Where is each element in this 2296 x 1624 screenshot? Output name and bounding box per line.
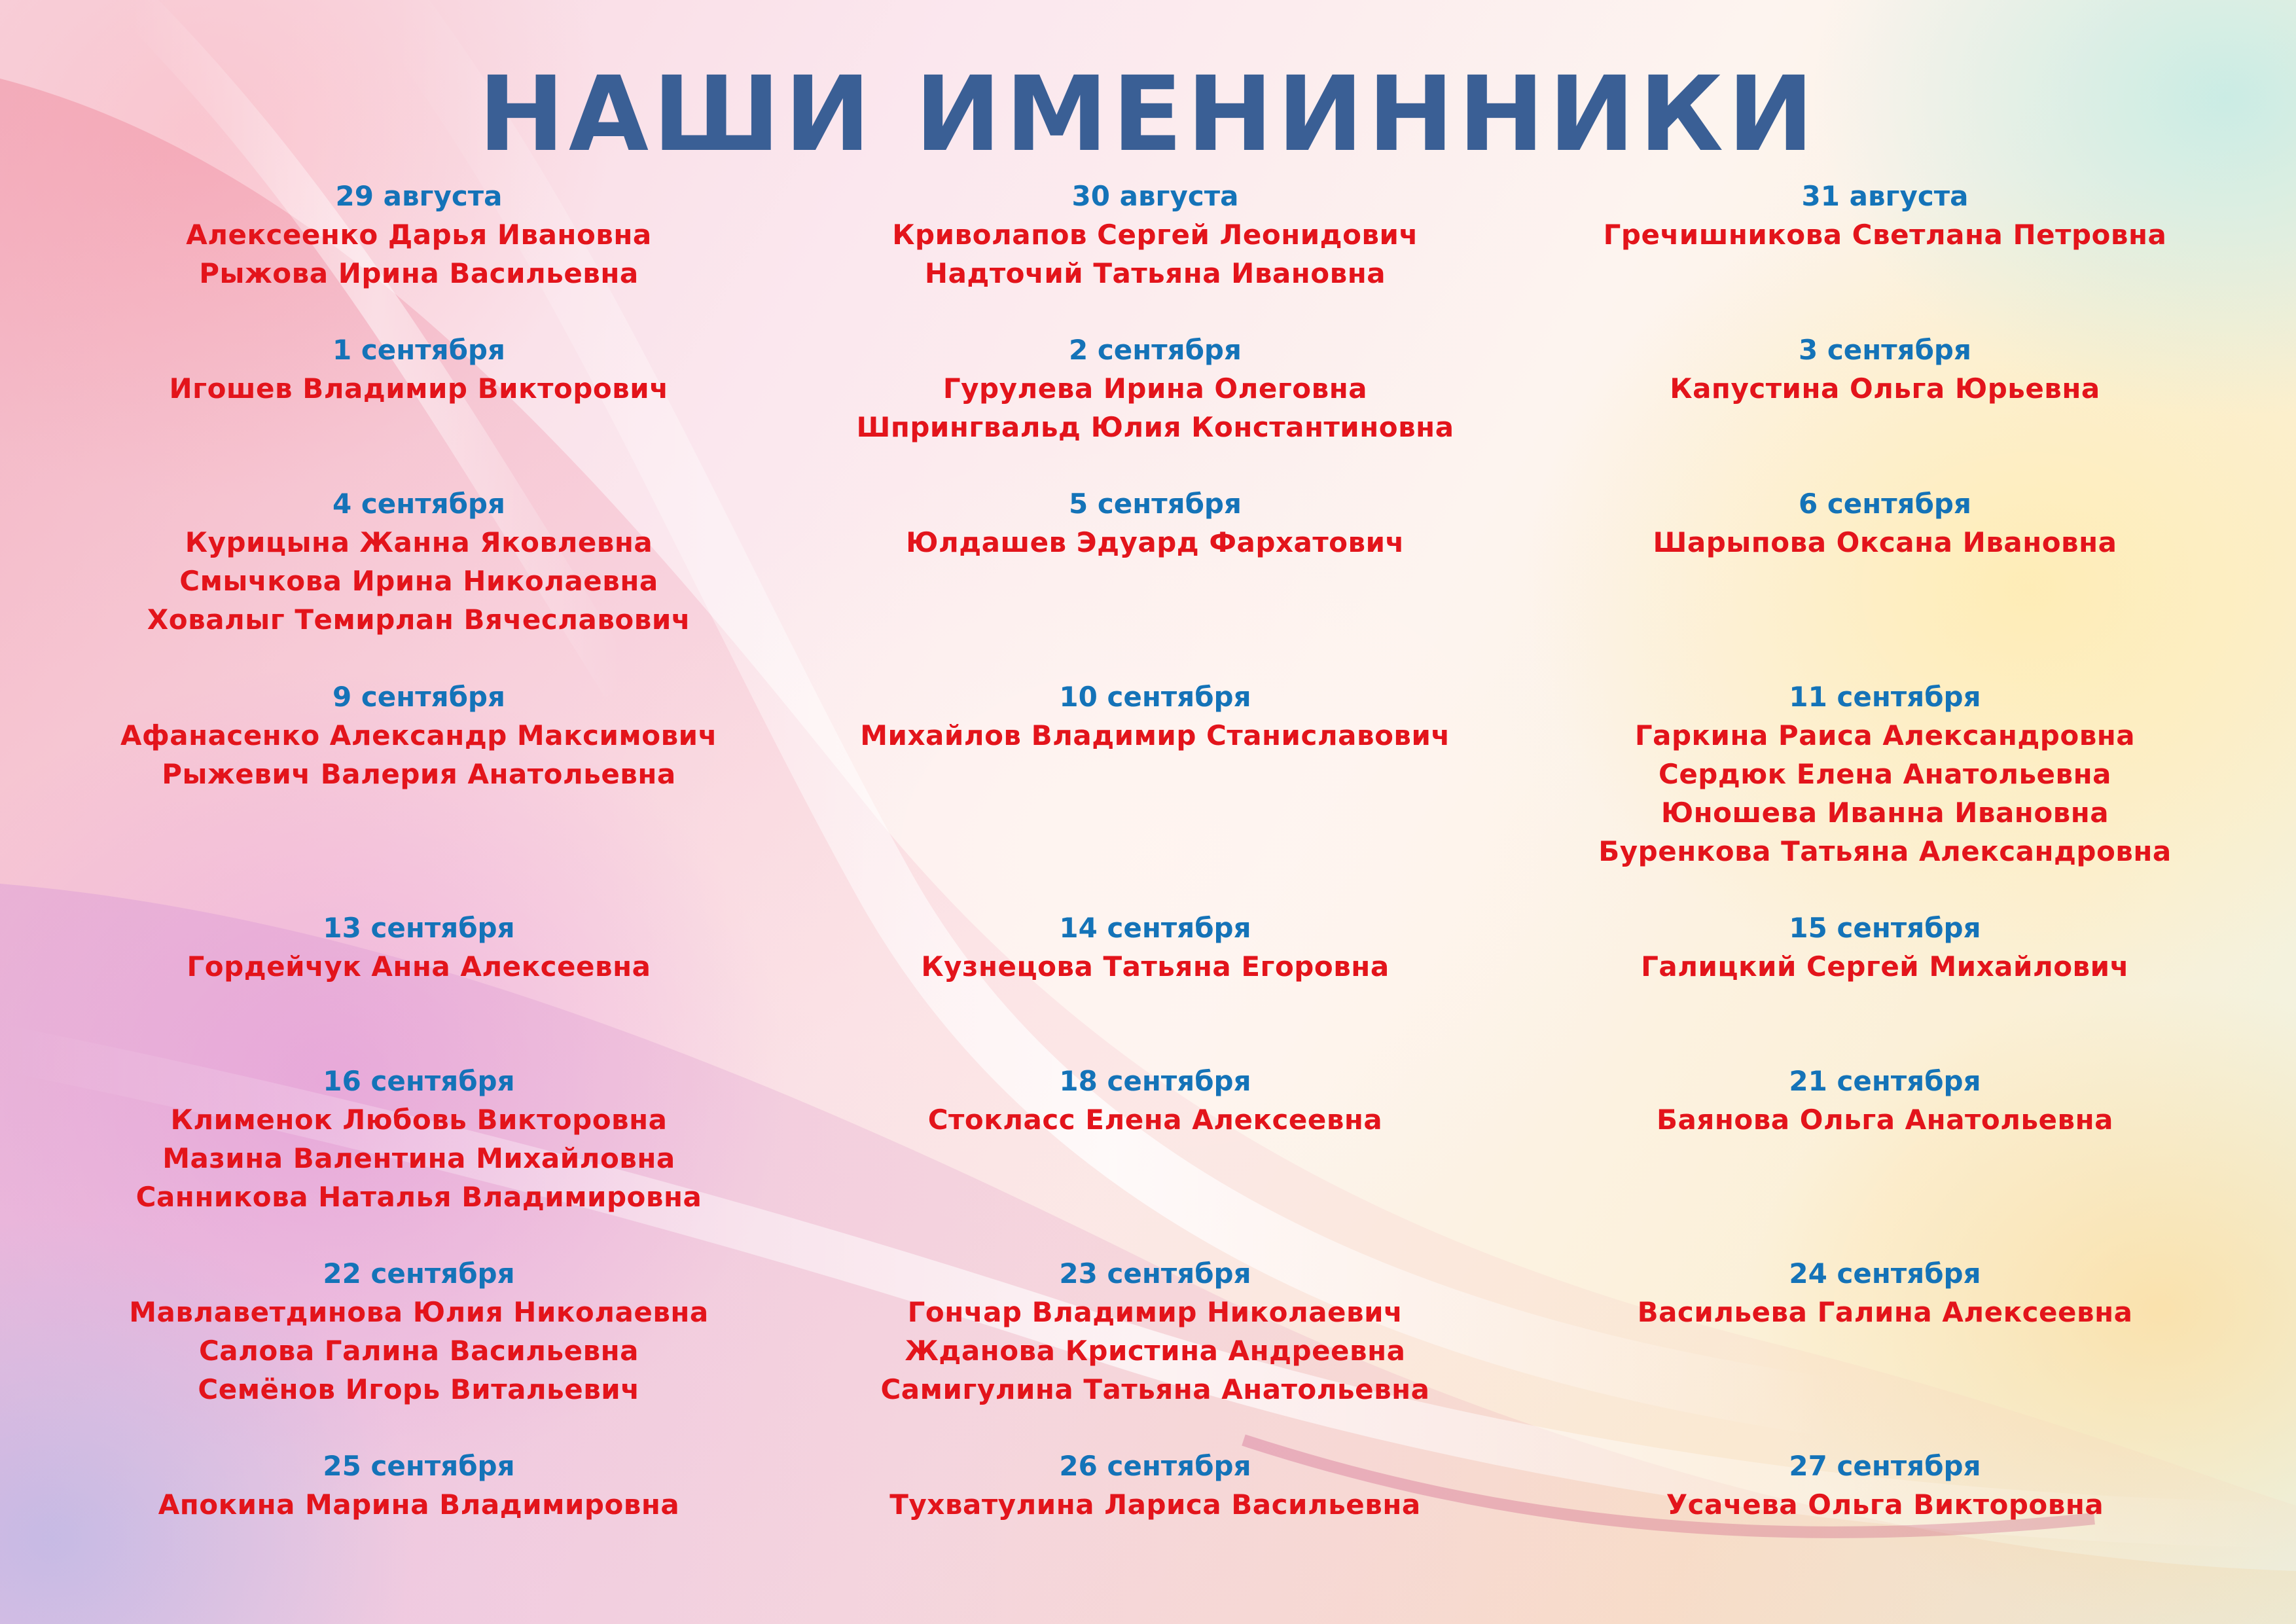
person-name: Юношева Иванна Ивановна bbox=[1660, 797, 2109, 829]
person-name: Ховалыг Темирлан Вячеславович bbox=[147, 604, 691, 636]
birthday-date: 26 сентября bbox=[1059, 1450, 1251, 1482]
person-name: Самигулина Татьяна Анатольевна bbox=[880, 1373, 1430, 1405]
birthday-date: 23 сентября bbox=[1059, 1257, 1251, 1290]
person-name: Апокина Марина Владимировна bbox=[158, 1489, 680, 1521]
person-name: Надточий Татьяна Ивановна bbox=[924, 257, 1386, 289]
birthday-entry bbox=[1525, 909, 2245, 986]
birthday-date: 27 сентября bbox=[1789, 1450, 1981, 1482]
birthday-date: 13 сентября bbox=[323, 912, 515, 944]
person-name: Усачева Ольга Викторовна bbox=[1666, 1489, 2104, 1521]
birthday-date: 22 сентября bbox=[323, 1257, 515, 1290]
person-name: Мазина Валентина Михайловна bbox=[162, 1142, 675, 1174]
birthday-date: 11 сентября bbox=[1789, 681, 1981, 713]
birthday-date: 29 августа bbox=[335, 180, 503, 212]
person-name: Стокласс Елена Алексеевна bbox=[927, 1104, 1383, 1136]
birthday-date: 15 сентября bbox=[1789, 912, 1981, 944]
person-name: Рыжевич Валерия Анатольевна bbox=[162, 758, 676, 790]
birthday-date: 5 сентября bbox=[1069, 488, 1242, 520]
birthday-entry bbox=[59, 1447, 779, 1524]
person-name: Гаркина Раиса Александровна bbox=[1634, 719, 2136, 751]
person-name: Санникова Наталья Владимировна bbox=[135, 1181, 702, 1213]
person-name: Жданова Кристина Андреевна bbox=[905, 1335, 1406, 1367]
birthday-entry bbox=[795, 1447, 1515, 1524]
person-name: Салова Галина Васильевна bbox=[198, 1335, 639, 1367]
person-name: Гончар Владимир Николаевич bbox=[907, 1296, 1403, 1328]
person-name: Гречишникова Светлана Петровна bbox=[1603, 219, 2167, 251]
person-name: Смычкова Ирина Николаевна bbox=[179, 565, 658, 597]
birthday-entry bbox=[59, 677, 779, 793]
person-name: Баянова Ольга Анатольевна bbox=[1657, 1104, 2113, 1136]
person-name: Афанасенко Александр Максимович bbox=[120, 719, 717, 751]
person-name: Криволапов Сергей Леонидович bbox=[892, 219, 1418, 251]
person-name: Юлдашев Эдуард Фархатович bbox=[906, 526, 1405, 558]
person-name: Клименок Любовь Викторовна bbox=[170, 1104, 668, 1136]
birthday-entry bbox=[1525, 484, 2245, 562]
birthday-date: 31 августа bbox=[1801, 180, 1969, 212]
birthday-entry bbox=[59, 1062, 779, 1216]
birthday-date: 9 сентября bbox=[332, 681, 505, 713]
birthday-entry bbox=[795, 909, 1515, 986]
birthday-date: 4 сентября bbox=[332, 488, 505, 520]
birthday-entry bbox=[795, 1062, 1515, 1139]
person-name: Шарыпова Оксана Ивановна bbox=[1653, 526, 2117, 558]
birthday-entry bbox=[1525, 331, 2245, 408]
birthday-entry bbox=[795, 177, 1515, 293]
birthday-entry bbox=[1525, 677, 2245, 871]
birthday-date: 6 сентября bbox=[1799, 488, 1971, 520]
person-name: Васильева Галина Алексеевна bbox=[1637, 1296, 2133, 1328]
person-name: Рыжова Ирина Васильевна bbox=[199, 257, 639, 289]
birthday-entry bbox=[1525, 177, 2245, 254]
birthday-entry bbox=[59, 484, 779, 639]
birthday-date: 18 сентября bbox=[1059, 1065, 1251, 1097]
birthday-date: 14 сентября bbox=[1059, 912, 1251, 944]
person-name: Курицына Жанна Яковлевна bbox=[185, 526, 653, 558]
person-name: Галицкий Сергей Михайлович bbox=[1641, 950, 2129, 983]
birthday-entry bbox=[1525, 1447, 2245, 1524]
birthday-entry bbox=[59, 1254, 779, 1409]
birthday-date: 3 сентября bbox=[1799, 334, 1971, 366]
person-name: Михайлов Владимир Станиславович bbox=[860, 719, 1450, 751]
person-name: Шпрингвальд Юлия Константиновна bbox=[856, 411, 1454, 443]
birthday-date: 2 сентября bbox=[1069, 334, 1242, 366]
person-name: Кузнецова Татьяна Егоровна bbox=[921, 950, 1390, 983]
birthday-entry bbox=[795, 331, 1515, 446]
person-name: Гурулева Ирина Олеговна bbox=[942, 372, 1368, 405]
birthday-entry bbox=[59, 909, 779, 986]
birthday-entry bbox=[59, 331, 779, 408]
birthday-entry bbox=[795, 484, 1515, 562]
birthday-date: 24 сентября bbox=[1789, 1257, 1981, 1290]
person-name: Тухватулина Лариса Васильевна bbox=[889, 1489, 1421, 1521]
birthday-entry bbox=[795, 1254, 1515, 1409]
person-name: Алексеенко Дарья Ивановна bbox=[186, 219, 652, 251]
person-name: Буренкова Татьяна Александровна bbox=[1598, 835, 2172, 867]
person-name: Гордейчук Анна Алексеевна bbox=[187, 950, 651, 983]
person-name: Сердюк Елена Анатольевна bbox=[1659, 758, 2111, 790]
birthday-date: 10 сентября bbox=[1059, 681, 1251, 713]
birthday-entry bbox=[795, 677, 1515, 755]
person-name: Мавлаветдинова Юлия Николаевна bbox=[129, 1296, 709, 1328]
birthday-date: 25 сентября bbox=[323, 1450, 515, 1482]
person-name: Игошев Владимир Викторович bbox=[169, 372, 669, 405]
birthday-date: 16 сентября bbox=[323, 1065, 515, 1097]
birthday-date: 21 сентября bbox=[1789, 1065, 1981, 1097]
person-name: Капустина Ольга Юрьевна bbox=[1670, 372, 2100, 405]
birthday-entry bbox=[1525, 1062, 2245, 1139]
birthday-entry bbox=[1525, 1254, 2245, 1331]
person-name: Семёнов Игорь Витальевич bbox=[198, 1373, 640, 1405]
page-title: НАШИ ИМЕНИННИКИ bbox=[478, 54, 1818, 175]
birthday-date: 30 августа bbox=[1071, 180, 1239, 212]
birthday-date: 1 сентября bbox=[332, 334, 505, 366]
birthday-entry bbox=[59, 177, 779, 293]
